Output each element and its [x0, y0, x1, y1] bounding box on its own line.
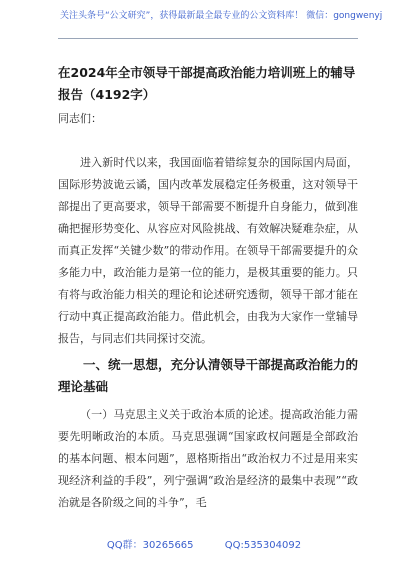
salutation-text: 同志们： — [58, 112, 102, 125]
subsection-paragraph-text: （一）马克思主义关于政治本质的论述。提高政治能力需要先明晰政治的本质。马克思强调“国家政权问题是全部政治的基本问题、根本问题”，恩格斯指出“政治权力不过是用来实现经济利益的手段”，列宁强调“政治是经济的最集中表现”“政治就是各阶级之间的斗争”，毛 — [58, 408, 358, 509]
footer-qq: QQ:535304092 — [224, 540, 302, 551]
subsection-paragraph — [58, 404, 358, 514]
page-footer — [0, 536, 408, 551]
salutation — [58, 108, 358, 130]
header-note: 关注头条号“公文研究”，获得最新最全最专业的公文资料库！ 微信：gongwenyj — [60, 11, 383, 21]
section-heading: 一、统一思想，充分认清领导干部提高政治能力的理论基础 — [58, 357, 359, 394]
intro-paragraph-text: 进入新时代以来，我国面临着错综复杂的国际国内局面，国际形势波诡云谲，国内改革发展稳定任务极重，这对领导干部提出了更高要求，领导干部需要不断提升自身能力，做到准确把握形势变化、从容应对风险挑战、有效解决疑难杂症，从而真正发挥“关键少数”的带动作用。在领导干部需要提升的众多能力中，政治能力是第一位的能力，是极其重要的能力。只有将与政治能力相关的理论和论述研究透彻，领导干部才能在行动中真正提高政治能力。借此机会，由我为大家作一堂辅导报告，与同志们共同探讨交流。 — [58, 156, 358, 345]
footer-qq-group: QQ群：30265665 — [106, 540, 194, 551]
document-title: 在2024年全市领导干部提高政治能力培训班上的辅导报告（4192字） — [58, 65, 356, 102]
header-divider — [58, 38, 358, 39]
intro-paragraph — [58, 152, 358, 350]
